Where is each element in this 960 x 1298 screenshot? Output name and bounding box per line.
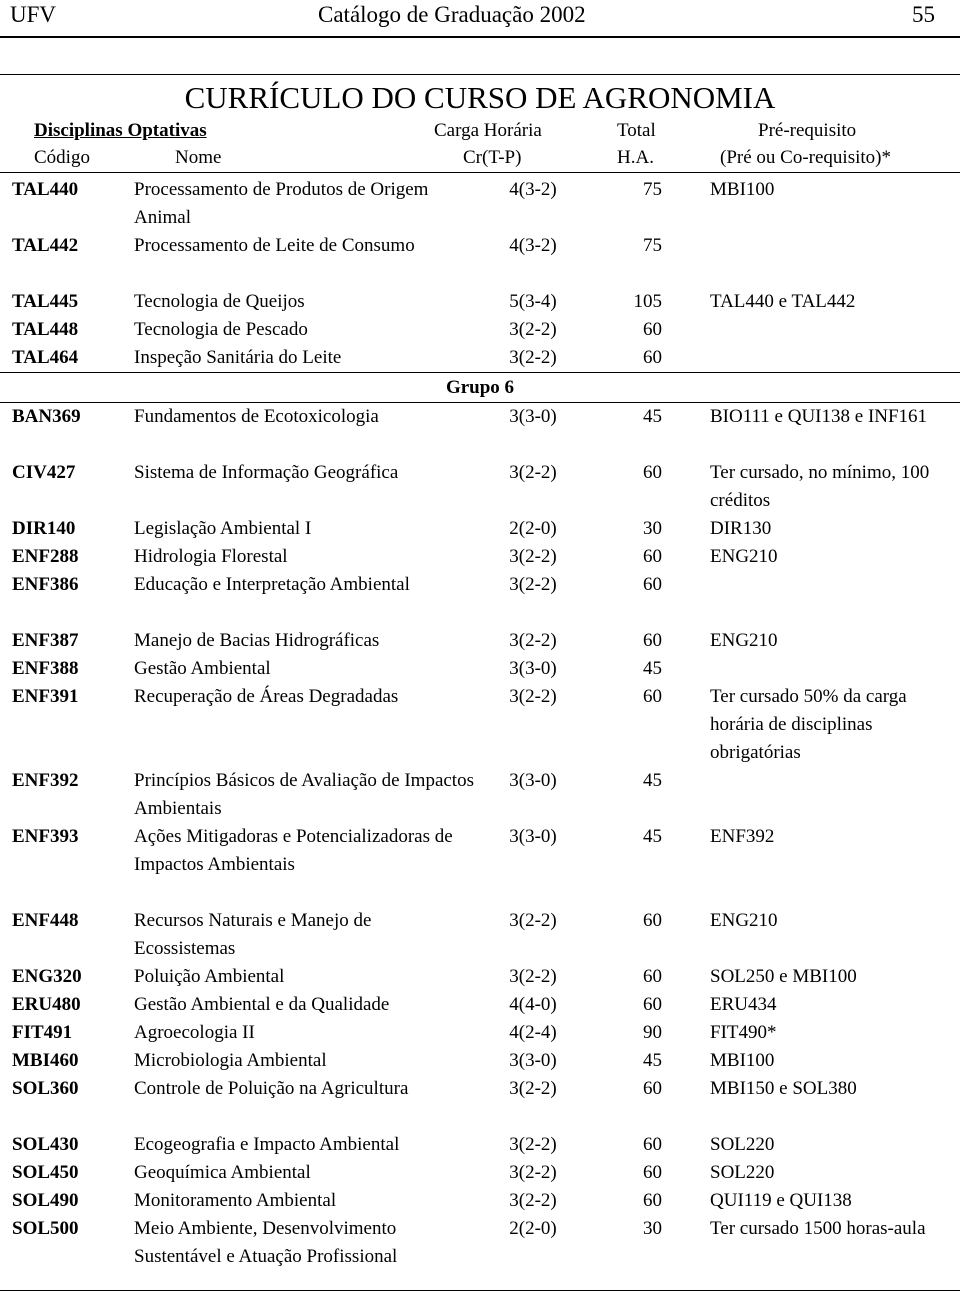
course-code: ENG320 bbox=[12, 966, 82, 987]
course-code: MBI460 bbox=[12, 1050, 79, 1071]
course-hours: 60 bbox=[643, 1134, 662, 1155]
course-credits: 4(3-2) bbox=[509, 179, 557, 200]
course-prerequisite: Ter cursado 50% da carga horária de disciplinas obrigatórias bbox=[710, 686, 907, 763]
table-row bbox=[0, 683, 960, 767]
course-credits: 2(2-0) bbox=[509, 518, 557, 539]
course-code: SOL430 bbox=[12, 1134, 79, 1155]
column-header-name: Nome bbox=[175, 147, 222, 168]
course-code: ERU480 bbox=[12, 994, 81, 1015]
course-credits: 3(3-0) bbox=[509, 658, 557, 679]
course-code: TAL448 bbox=[12, 319, 79, 340]
course-code: ENF387 bbox=[12, 630, 79, 651]
course-name: Manejo de Bacias Hidrográficas bbox=[134, 630, 380, 651]
course-hours: 60 bbox=[643, 630, 662, 651]
course-code: DIR140 bbox=[12, 518, 76, 539]
course-code: ENF388 bbox=[12, 658, 79, 679]
course-hours: 45 bbox=[643, 770, 662, 791]
column-header-total: Total bbox=[617, 120, 656, 141]
column-header-crtp: Cr(T-P) bbox=[463, 147, 522, 168]
table-row bbox=[0, 316, 960, 344]
table-row bbox=[0, 655, 960, 683]
course-prerequisite: Ter cursado, no mínimo, 100 créditos bbox=[710, 462, 930, 511]
column-header-code: Código bbox=[34, 147, 90, 168]
course-credits: 4(4-0) bbox=[509, 994, 557, 1015]
page-header bbox=[0, 0, 960, 36]
table-row bbox=[0, 767, 960, 823]
course-hours: 45 bbox=[643, 406, 662, 427]
course-hours: 60 bbox=[643, 910, 662, 931]
course-prerequisite: ENG210 bbox=[710, 630, 778, 651]
course-prerequisite: ERU434 bbox=[710, 994, 777, 1015]
course-code: SOL360 bbox=[12, 1078, 79, 1099]
course-name: Hidrologia Florestal bbox=[134, 546, 288, 567]
course-credits: 3(3-0) bbox=[509, 406, 557, 427]
course-hours: 45 bbox=[643, 1050, 662, 1071]
table-row bbox=[0, 823, 960, 907]
table-row bbox=[0, 344, 960, 372]
header-institution: UFV bbox=[10, 2, 57, 27]
course-code: TAL464 bbox=[12, 347, 79, 368]
course-hours: 45 bbox=[643, 826, 662, 847]
course-prerequisite: ENG210 bbox=[710, 910, 778, 931]
course-prerequisite: DIR130 bbox=[710, 518, 772, 539]
course-name: Gestão Ambiental bbox=[134, 658, 271, 679]
course-name: Educação e Interpretação Ambiental bbox=[134, 574, 410, 595]
table-row bbox=[0, 627, 960, 655]
course-prerequisite: FIT490* bbox=[710, 1022, 777, 1043]
course-credits: 3(2-2) bbox=[509, 1190, 557, 1211]
course-name: Microbiologia Ambiental bbox=[134, 1050, 327, 1071]
course-hours: 60 bbox=[643, 347, 662, 368]
title-divider bbox=[0, 74, 960, 75]
table-row bbox=[0, 907, 960, 963]
table-row bbox=[0, 403, 960, 459]
column-header-prereq: Pré-requisito bbox=[758, 120, 857, 141]
course-credits: 5(3-4) bbox=[509, 291, 557, 312]
section-label: Disciplinas Optativas bbox=[34, 120, 207, 141]
course-prerequisite: MBI100 bbox=[710, 179, 775, 200]
course-hours: 75 bbox=[643, 235, 662, 256]
course-credits: 3(2-2) bbox=[509, 347, 557, 368]
table-row bbox=[0, 232, 960, 288]
course-prerequisite: ENG210 bbox=[710, 546, 778, 567]
course-hours: 30 bbox=[643, 518, 662, 539]
course-hours: 60 bbox=[643, 1162, 662, 1183]
course-hours: 60 bbox=[643, 966, 662, 987]
table-row bbox=[0, 176, 960, 232]
table-row bbox=[0, 1187, 960, 1215]
table-row bbox=[0, 288, 960, 316]
table-row bbox=[0, 1047, 960, 1075]
course-name: Recuperação de Áreas Degradadas bbox=[134, 686, 399, 707]
course-prerequisite: BIO111 e QUI138 e INF161 bbox=[710, 406, 928, 427]
header-page-number: 55 bbox=[912, 2, 935, 27]
table-row bbox=[0, 1131, 960, 1159]
course-credits: 3(2-2) bbox=[509, 966, 557, 987]
course-prerequisite: MBI150 e SOL380 bbox=[710, 1078, 857, 1099]
course-code: FIT491 bbox=[12, 1022, 73, 1043]
course-code: TAL442 bbox=[12, 235, 79, 256]
course-prerequisite: Ter cursado 1500 horas-aula bbox=[710, 1218, 926, 1239]
course-credits: 3(2-2) bbox=[509, 1078, 557, 1099]
course-prerequisite: SOL220 bbox=[710, 1162, 775, 1183]
course-credits: 3(2-2) bbox=[509, 462, 557, 483]
course-name: Ações Mitigadoras e Potencializadoras de Impactos Ambientais bbox=[134, 826, 453, 875]
column-header-ha: H.A. bbox=[617, 147, 654, 168]
group-heading: Grupo 6 bbox=[0, 372, 960, 403]
course-credits: 3(2-2) bbox=[509, 1162, 557, 1183]
course-name: Recursos Naturais e Manejo de Ecossistemas bbox=[134, 910, 372, 959]
table-row bbox=[0, 1215, 960, 1271]
course-credits: 3(3-0) bbox=[509, 770, 557, 791]
column-header-coreq: (Pré ou Co-requisito)* bbox=[720, 147, 891, 168]
course-name: Meio Ambiente, Desenvolvimento Sustentável e Atuação Profissional bbox=[134, 1218, 398, 1267]
course-credits: 3(2-2) bbox=[509, 319, 557, 340]
table-row bbox=[0, 571, 960, 627]
course-name: Controle de Poluição na Agricultura bbox=[134, 1078, 409, 1099]
course-name: Tecnologia de Queijos bbox=[134, 291, 305, 312]
course-name: Princípios Básicos de Avaliação de Impactos Ambientais bbox=[134, 770, 474, 819]
course-credits: 2(2-0) bbox=[509, 1218, 557, 1239]
table-row bbox=[0, 459, 960, 515]
course-code: ENF391 bbox=[12, 686, 79, 707]
course-prerequisite: QUI119 e QUI138 bbox=[710, 1190, 852, 1211]
course-hours: 60 bbox=[643, 462, 662, 483]
table-row bbox=[0, 991, 960, 1019]
course-name: Agroecologia II bbox=[134, 1022, 255, 1043]
course-name: Gestão Ambiental e da Qualidade bbox=[134, 994, 390, 1015]
course-hours: 60 bbox=[643, 994, 662, 1015]
course-credits: 3(3-0) bbox=[509, 826, 557, 847]
course-code: ENF448 bbox=[12, 910, 79, 931]
course-name: Processamento de Produtos de Origem Animal bbox=[134, 179, 429, 228]
course-name: Ecogeografia e Impacto Ambiental bbox=[134, 1134, 400, 1155]
course-code: BAN369 bbox=[12, 406, 81, 427]
course-name: Poluição Ambiental bbox=[134, 966, 285, 987]
course-prerequisite: SOL220 bbox=[710, 1134, 775, 1155]
table-row bbox=[0, 1075, 960, 1131]
course-code: ENF288 bbox=[12, 546, 79, 567]
table-row bbox=[0, 1159, 960, 1187]
course-hours: 30 bbox=[643, 1218, 662, 1239]
course-hours: 105 bbox=[633, 291, 662, 312]
table-row bbox=[0, 515, 960, 543]
course-prerequisite: ENF392 bbox=[710, 826, 775, 847]
course-name: Tecnologia de Pescado bbox=[134, 319, 308, 340]
course-name: Monitoramento Ambiental bbox=[134, 1190, 337, 1211]
course-prerequisite: MBI100 bbox=[710, 1050, 775, 1071]
column-header-carga: Carga Horária bbox=[434, 120, 542, 141]
table-row bbox=[0, 1019, 960, 1047]
course-table bbox=[0, 176, 960, 1271]
course-credits: 3(2-2) bbox=[509, 1134, 557, 1155]
course-hours: 60 bbox=[643, 686, 662, 707]
course-credits: 3(3-0) bbox=[509, 1050, 557, 1071]
table-row bbox=[0, 963, 960, 991]
course-name: Sistema de Informação Geográfica bbox=[134, 462, 399, 483]
course-code: ENF386 bbox=[12, 574, 79, 595]
course-name: Legislação Ambiental I bbox=[134, 518, 312, 539]
course-code: SOL500 bbox=[12, 1218, 79, 1239]
course-hours: 75 bbox=[643, 179, 662, 200]
course-credits: 3(2-2) bbox=[509, 630, 557, 651]
course-code: SOL450 bbox=[12, 1162, 79, 1183]
course-credits: 3(2-2) bbox=[509, 686, 557, 707]
course-credits: 4(3-2) bbox=[509, 235, 557, 256]
course-code: TAL440 bbox=[12, 179, 79, 200]
course-code: SOL490 bbox=[12, 1190, 79, 1211]
course-code: CIV427 bbox=[12, 462, 76, 483]
course-hours: 60 bbox=[643, 574, 662, 595]
course-credits: 3(2-2) bbox=[509, 910, 557, 931]
page-title: CURRÍCULO DO CURSO DE AGRONOMIA bbox=[184, 80, 776, 115]
course-name: Inspeção Sanitária do Leite bbox=[134, 347, 342, 368]
course-prerequisite: SOL250 e MBI100 bbox=[710, 966, 857, 987]
column-header-section bbox=[34, 118, 207, 144]
table-bottom-rule bbox=[0, 1290, 960, 1291]
course-hours: 60 bbox=[643, 1078, 662, 1099]
course-code: ENF392 bbox=[12, 770, 79, 791]
course-hours: 45 bbox=[643, 658, 662, 679]
course-credits: 4(2-4) bbox=[509, 1022, 557, 1043]
course-hours: 60 bbox=[643, 319, 662, 340]
course-name: Geoquímica Ambiental bbox=[134, 1162, 311, 1183]
header-catalog-title: Catálogo de Graduação 2002 bbox=[318, 2, 586, 27]
course-name: Processamento de Leite de Consumo bbox=[134, 235, 415, 256]
course-code: TAL445 bbox=[12, 291, 79, 312]
course-prerequisite: TAL440 e TAL442 bbox=[710, 291, 856, 312]
course-hours: 60 bbox=[643, 546, 662, 567]
course-credits: 3(2-2) bbox=[509, 574, 557, 595]
course-code: ENF393 bbox=[12, 826, 79, 847]
course-credits: 3(2-2) bbox=[509, 546, 557, 567]
table-row bbox=[0, 543, 960, 571]
course-hours: 60 bbox=[643, 1190, 662, 1211]
course-hours: 90 bbox=[643, 1022, 662, 1043]
course-name: Fundamentos de Ecotoxicologia bbox=[134, 406, 379, 427]
columns-divider bbox=[0, 172, 960, 173]
header-divider bbox=[0, 36, 960, 38]
